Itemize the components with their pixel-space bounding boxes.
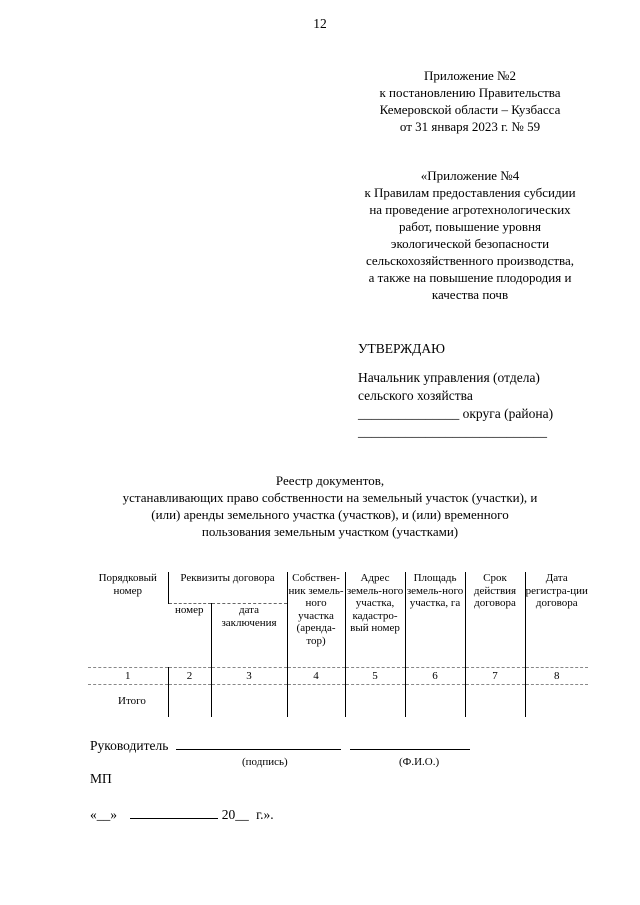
signature-caption: (подпись): [242, 756, 288, 768]
appendix-2-line: Приложение №2: [424, 68, 516, 83]
appendix-2-line: от 31 января 2023 г. № 59: [399, 119, 541, 134]
approval-line: сельского хозяйства: [358, 388, 473, 403]
header-contract-details: Реквизиты договора: [168, 572, 287, 604]
appendix-4-line: сельскохозяйственного производства,: [365, 253, 575, 268]
header-contract-date: дата заключения: [211, 604, 287, 668]
column-number: 5: [345, 668, 405, 685]
appendix-2-header: [335, 67, 605, 135]
registry-table: [88, 572, 588, 717]
table-cell: [465, 685, 525, 718]
header-term: Срок действия договора: [465, 572, 525, 668]
table-cell: [211, 685, 287, 718]
table-cell: [287, 685, 345, 718]
title-line: пользования земельным участком (участками): [201, 524, 459, 539]
header-registration-date: Дата регистра-ции договора: [525, 572, 588, 668]
title-line: Реестр документов,: [275, 473, 385, 488]
appendix-4-line: на проведение агротехнологических: [369, 202, 571, 217]
column-number: 4: [287, 668, 345, 685]
column-number: 8: [525, 668, 588, 685]
document-title: [60, 472, 600, 540]
header-address: Адрес земель-ного участка, кадастро-вый номер: [345, 572, 405, 668]
signature-label: Руководитель: [90, 738, 169, 753]
header-area: Площадь земель-ного участка, га: [405, 572, 465, 668]
date-year: 20__: [221, 807, 249, 822]
appendix-2-line: Кемеровской области – Кузбасса: [379, 102, 561, 117]
column-number: 2: [168, 668, 211, 685]
column-number: 6: [405, 668, 465, 685]
stamp-place: МП: [90, 771, 112, 786]
appendix-2-line: к постановлению Правительства: [379, 85, 561, 100]
header-contract-number: номер: [168, 604, 211, 668]
page-number: 12: [313, 16, 327, 31]
appendix-4-line: «Приложение №4: [420, 168, 520, 183]
column-number: 7: [465, 668, 525, 685]
name-caption: (Ф.И.О.): [399, 756, 440, 768]
name-blank: [350, 737, 470, 750]
table-cell: [345, 685, 405, 718]
appendix-4-line: а также на повышение плодородия и: [368, 270, 572, 285]
date-tail: г.».: [256, 807, 274, 822]
appendix-4-line: экологической безопасности: [390, 236, 550, 251]
table-cell: [525, 685, 588, 718]
column-number: 3: [211, 668, 287, 685]
title-line: устанавливающих право собственности на земельный участок (участки), и: [122, 490, 538, 505]
approval-line: Начальник управления (отдела): [358, 370, 540, 385]
signature-line: [90, 737, 470, 754]
column-numbers-row: [88, 668, 588, 685]
appendix-4-line: к Правилам предоставления субсидии: [364, 185, 576, 200]
appendix-4-line: качества почв: [431, 287, 509, 302]
total-row: [88, 685, 588, 718]
header-owner: Собствен-ник земель-ного участка (аренда-тор): [287, 572, 345, 668]
table-cell: [405, 685, 465, 718]
date-month-blank: [130, 806, 218, 819]
appendix-4-line: работ, повышение уровня: [398, 219, 542, 234]
column-number: 1: [88, 668, 168, 685]
total-label: Итого: [118, 694, 146, 707]
approval-signature-line: ____________________________: [358, 424, 547, 439]
table-cell: [168, 685, 211, 718]
appendix-4-header: [330, 167, 610, 303]
date-line: [90, 806, 274, 823]
signature-blank: [176, 737, 341, 750]
approval-heading: УТВЕРЖДАЮ: [358, 341, 446, 356]
header-serial-number: Порядковый номер: [98, 572, 157, 597]
title-line: (или) аренды земельного участка (участков), и (или) временного: [151, 507, 509, 522]
approval-district-line: _______________ округа (района): [358, 406, 554, 421]
approval-block: [358, 340, 553, 441]
date-day: «__»: [90, 807, 117, 822]
